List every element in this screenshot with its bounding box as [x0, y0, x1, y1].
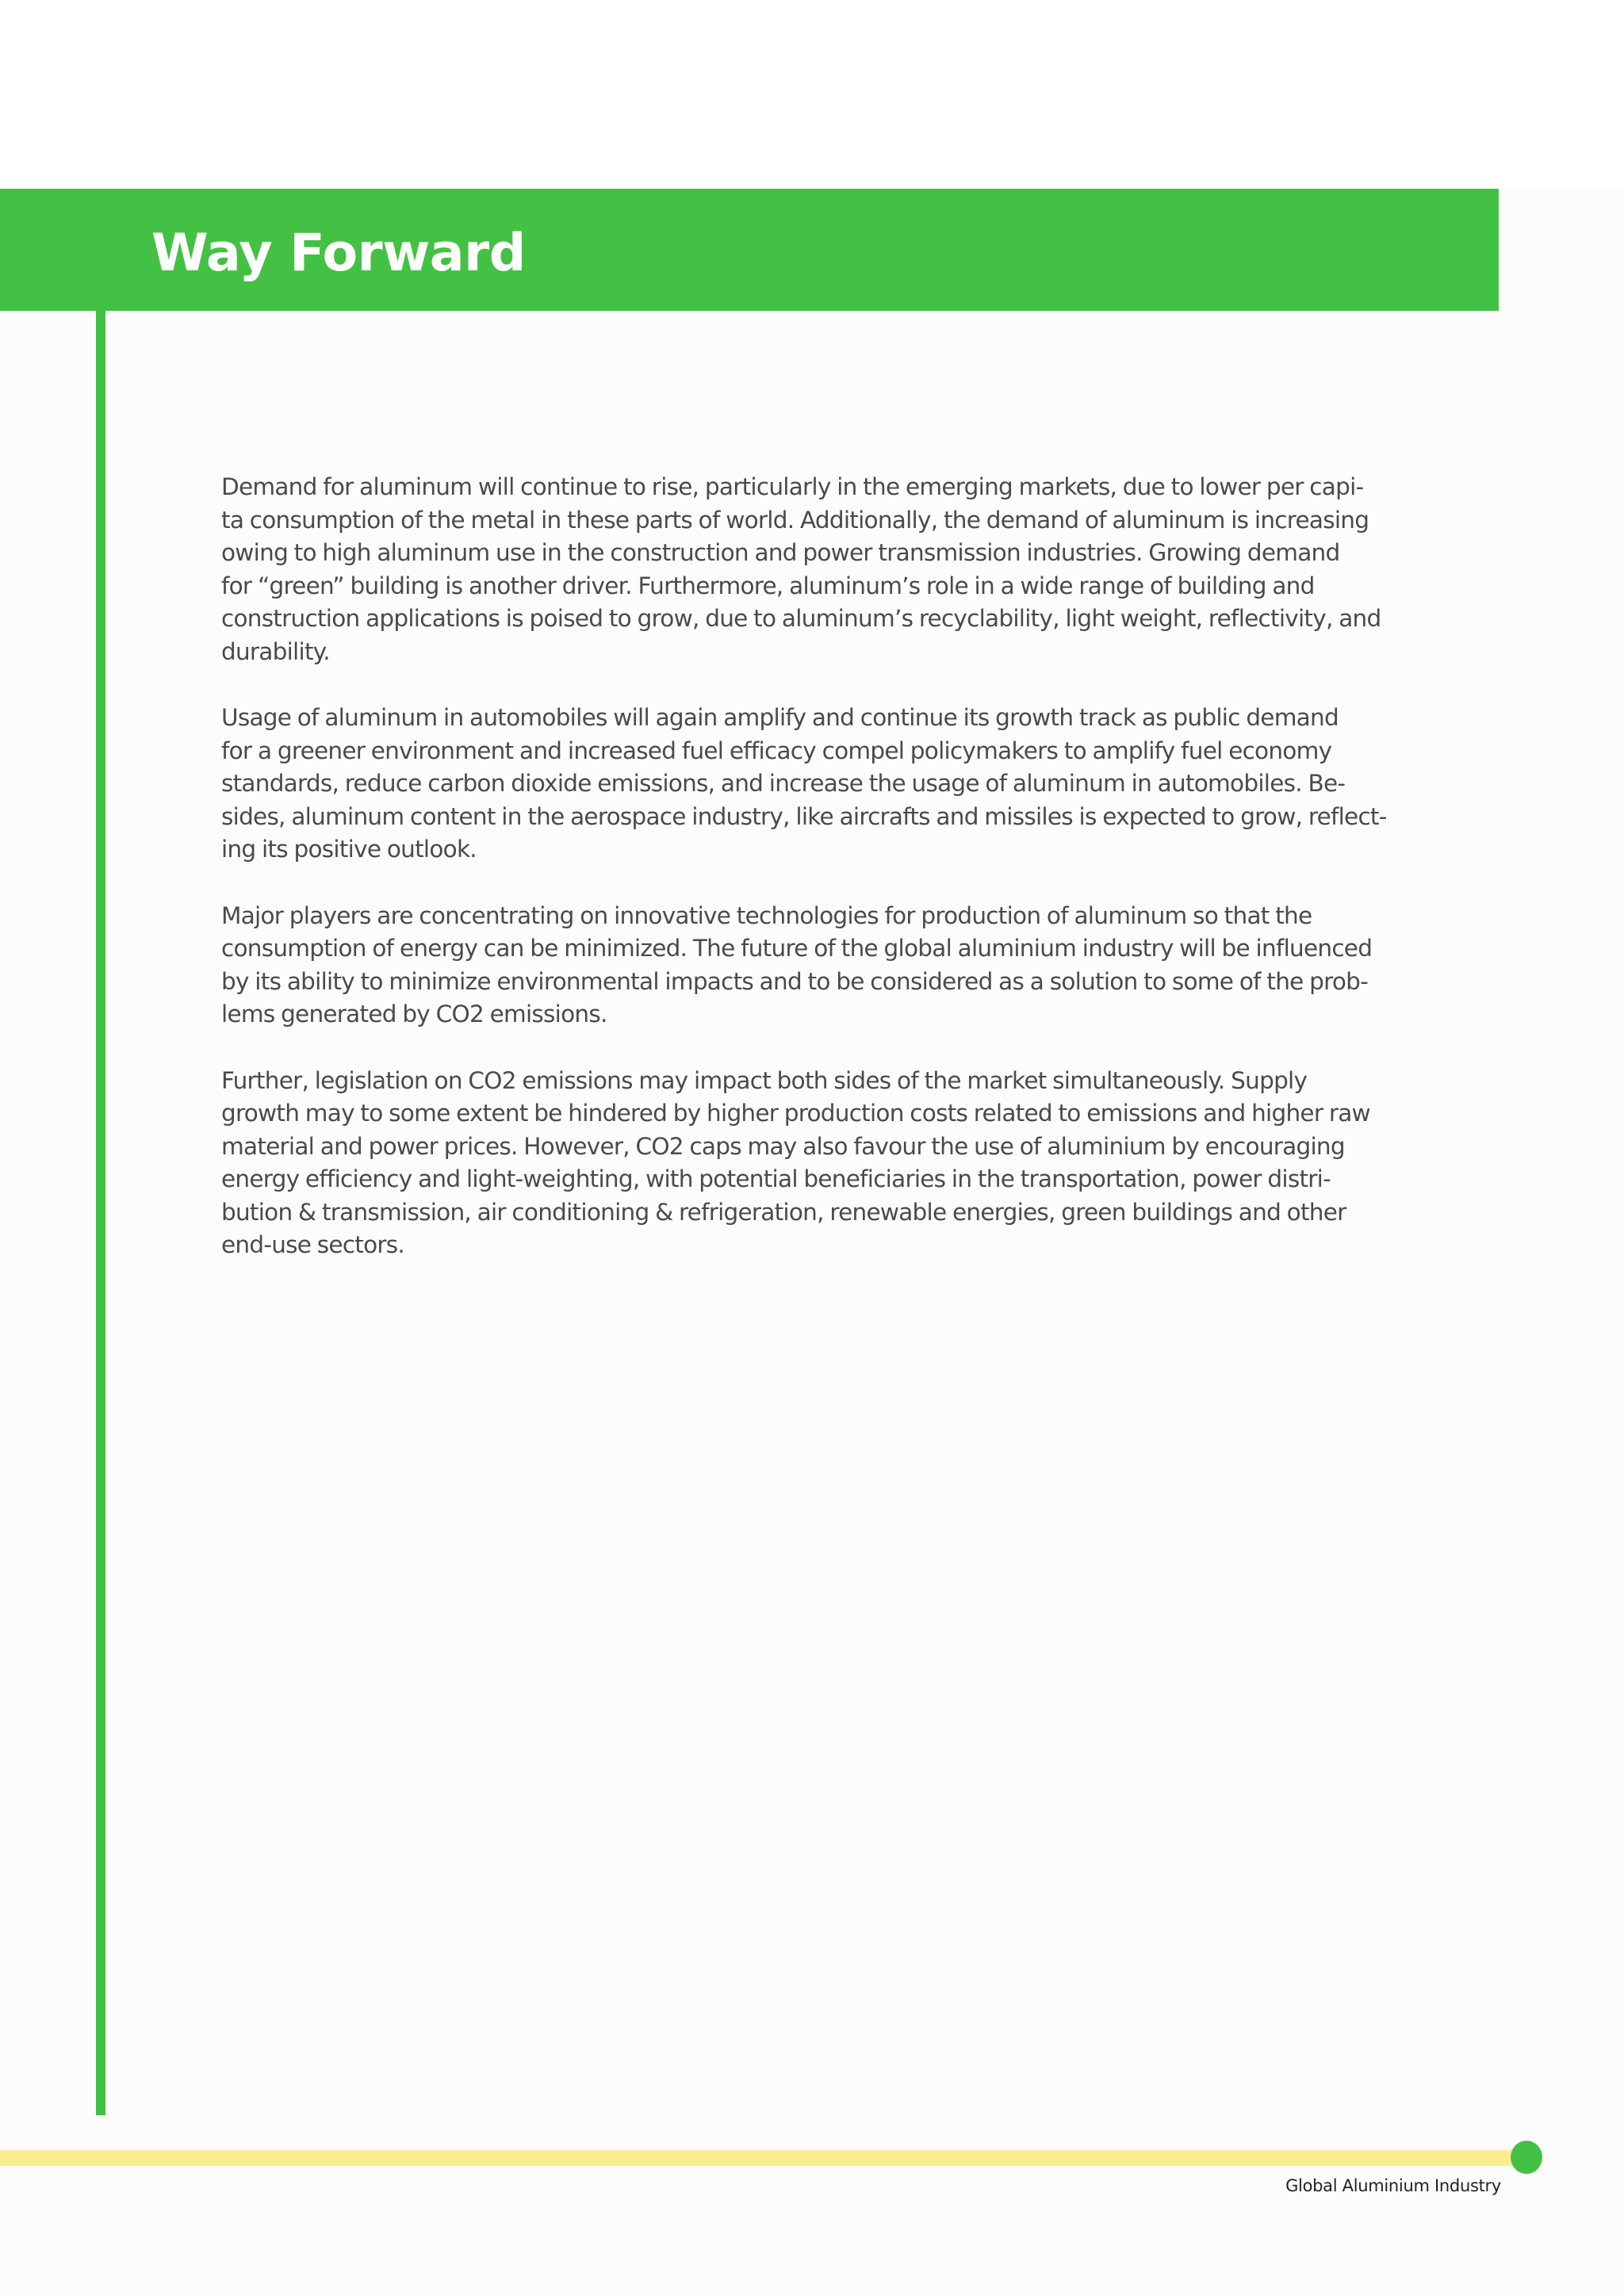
paragraph-innovation: Major players are concentrating on innovative technologies for production of aluminum so that the consumption of energy can be minimized. The future of the global aluminium industry will be influenced by its ability to minimize environmental impacts and to be considered as a solution to some of the prob- lems generated by CO2 emissions. — [221, 901, 1373, 1027]
footer-band — [0, 2150, 1515, 2166]
footer-dot-icon — [1511, 2141, 1542, 2174]
paragraph-demand: Demand for aluminum will continue to rise, particularly in the emerging markets, due to lower per capi- ta consumption of the metal in these parts of world. Additionally, the demand of aluminum is increasing owing to high aluminum use in the construction and power transmission industries. Growing demand for “green” building is another driver. Furthermore, aluminum’s role in a wide range of building and construction applications is poised to grow, due to aluminum’s recyclability, light weight, reflectivity, and durability. — [221, 473, 1381, 665]
page-top-margin — [0, 0, 1624, 190]
body-text — [221, 471, 1419, 1295]
left-vertical-rule — [96, 309, 105, 2115]
page-title: Way Forward — [151, 224, 526, 283]
footer-label: Global Aluminium Industry — [1285, 2176, 1501, 2195]
paragraph-automobiles: Usage of aluminum in automobiles will again amplify and continue its growth track as public demand for a greener environment and increased fuel efficacy compel policymakers to amplify fuel economy standards, reduce carbon dioxide emissions, and increase the usage of aluminum in automobiles. Be- sides, aluminum content in the aerospace industry, like aircrafts and missiles is expected to grow, reflect- ing its positive outlook. — [221, 704, 1387, 863]
paragraph-legislation: Further, legislation on CO2 emissions may impact both sides of the market simultaneously. Supply growth may to some extent be hindered by higher production costs related to emissions and higher raw material and power prices. However, CO2 caps may also favour the use of aluminium by encouraging energy efficiency and light-weighting, with potential beneficiaries in the transportation, power distri- bution & transmission, air conditioning & refrigeration, renewable energies, green buildings and other end-use sectors. — [221, 1066, 1370, 1258]
